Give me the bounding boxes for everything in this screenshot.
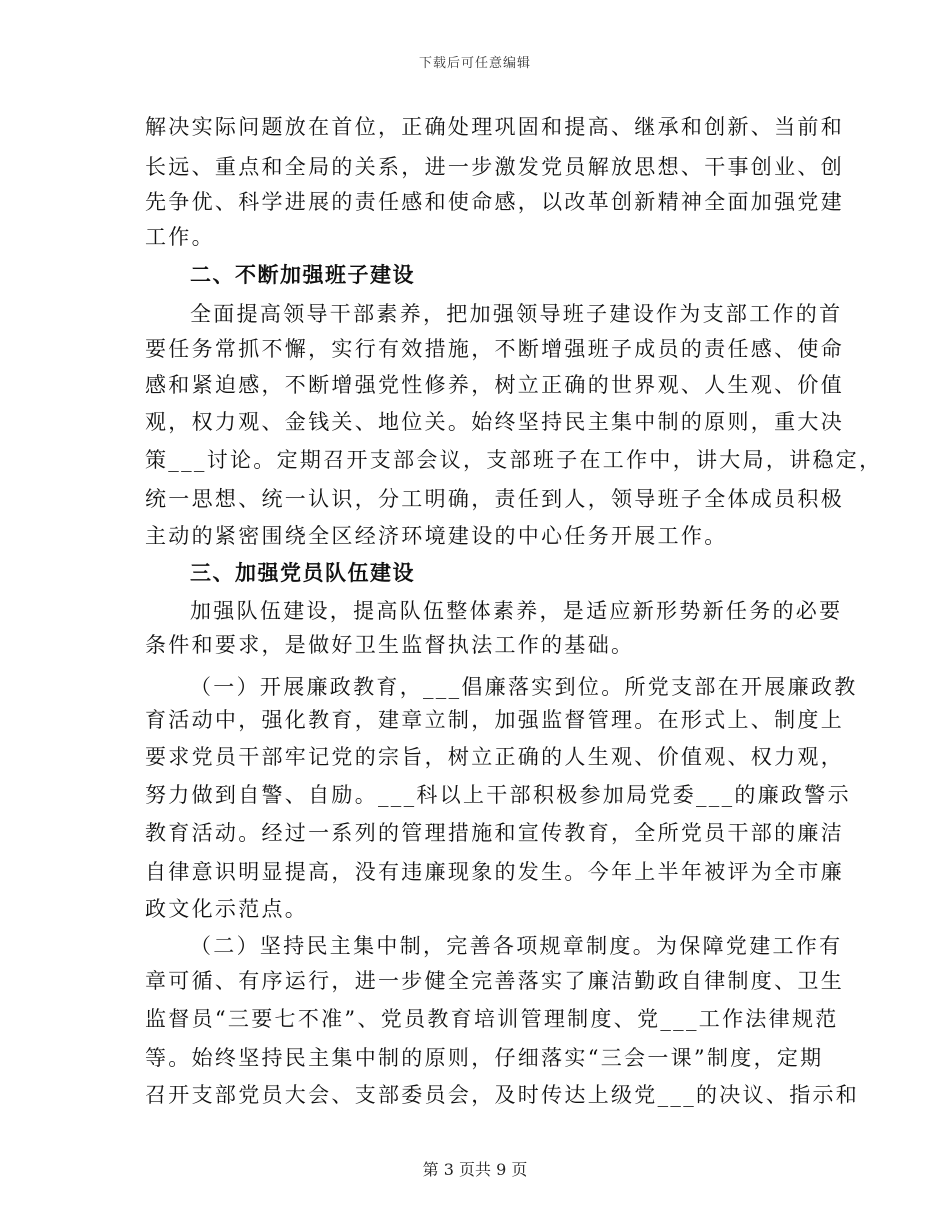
text-line: 统一思想、统一认识，分工明确，责任到人，领导班子全体成员积极 bbox=[145, 487, 844, 511]
text-line: 政文化示范点。 bbox=[145, 897, 309, 921]
text-line: 主动的紧密围绕全区经济环境建设的中心任务开展工作。 bbox=[145, 524, 728, 548]
text-line: 长远、重点和全局的关系，进一步激发党员解放思想、干事创业、创 bbox=[145, 155, 844, 179]
text-line: 教育活动。经过一系列的管理措施和宣传教育，全所党员干部的廉洁 bbox=[145, 821, 844, 845]
text-line: 监督员“三要七不准”、党员教育培训管理制度、党___工作法律规范 bbox=[145, 1007, 839, 1031]
section-heading: 二、不断加强班子建设 bbox=[190, 263, 415, 287]
text-line: 全面提高领导干部素养，把加强领导班子建设作为支部工作的首 bbox=[190, 302, 843, 326]
text-line: 努力做到自警、自励。___科以上干部积极参加局党委___的廉政警示 bbox=[145, 783, 851, 807]
text-line: 要任务常抓不懈，实行有效措施，不断增强班子成员的责任感、使命 bbox=[145, 337, 844, 361]
text-line: 等。始终坚持民主集中制的原则，仔细落实“三会一课”制度，定期 bbox=[145, 1046, 824, 1070]
page-header: 下载后可任意编辑 bbox=[418, 56, 531, 71]
text-line: 条件和要求，是做好卫生监督执法工作的基础。 bbox=[145, 633, 635, 657]
text-line: 召开支部党员大会、支部委员会，及时传达上级党___的决议、指示和 bbox=[145, 1083, 860, 1107]
text-line: 章可循、有序运行，进一步健全完善落实了廉洁勤政自律制度、卫生 bbox=[145, 969, 844, 993]
text-line: 加强队伍建设，提高队伍整体素养，是适应新形势新任务的必要 bbox=[190, 599, 843, 623]
text-line: 要求党员干部牢记党的宗旨，树立正确的人生观、价值观、权力观， bbox=[145, 745, 844, 769]
text-line: 工作。 bbox=[145, 225, 215, 249]
text-line: 观，权力观、金钱关、地位关。始终坚持民主集中制的原则，重大决 bbox=[145, 410, 844, 434]
text-line: 育活动中，强化教育，建章立制，加强监督管理。在形式上、制度上 bbox=[145, 708, 844, 732]
page-footer: 第 3 页共 9 页 bbox=[422, 1160, 528, 1179]
text-line: 先争优、科学进展的责任感和使命感，以改革创新精神全面加强党建 bbox=[145, 190, 844, 214]
text-line: 解决实际问题放在首位，正确处理巩固和提高、继承和创新、当前和 bbox=[145, 115, 844, 139]
text-line: （二）坚持民主集中制，完善各项规章制度。为保障党建工作有 bbox=[190, 934, 843, 958]
text-line: （一）开展廉政教育，___倡廉落实到位。所党支部在开展廉政教 bbox=[190, 675, 858, 699]
text-line: 感和紧迫感，不断增强党性修养，树立正确的世界观、人生观、价值 bbox=[145, 373, 844, 397]
text-line: 自律意识明显提高，没有违廉现象的发生。今年上半年被评为全市廉 bbox=[145, 860, 844, 884]
section-heading: 三、加强党员队伍建设 bbox=[190, 561, 415, 585]
text-line: 策___讨论。定期召开支部会议，支部班子在工作中，讲大局，讲稳定， bbox=[145, 448, 883, 472]
